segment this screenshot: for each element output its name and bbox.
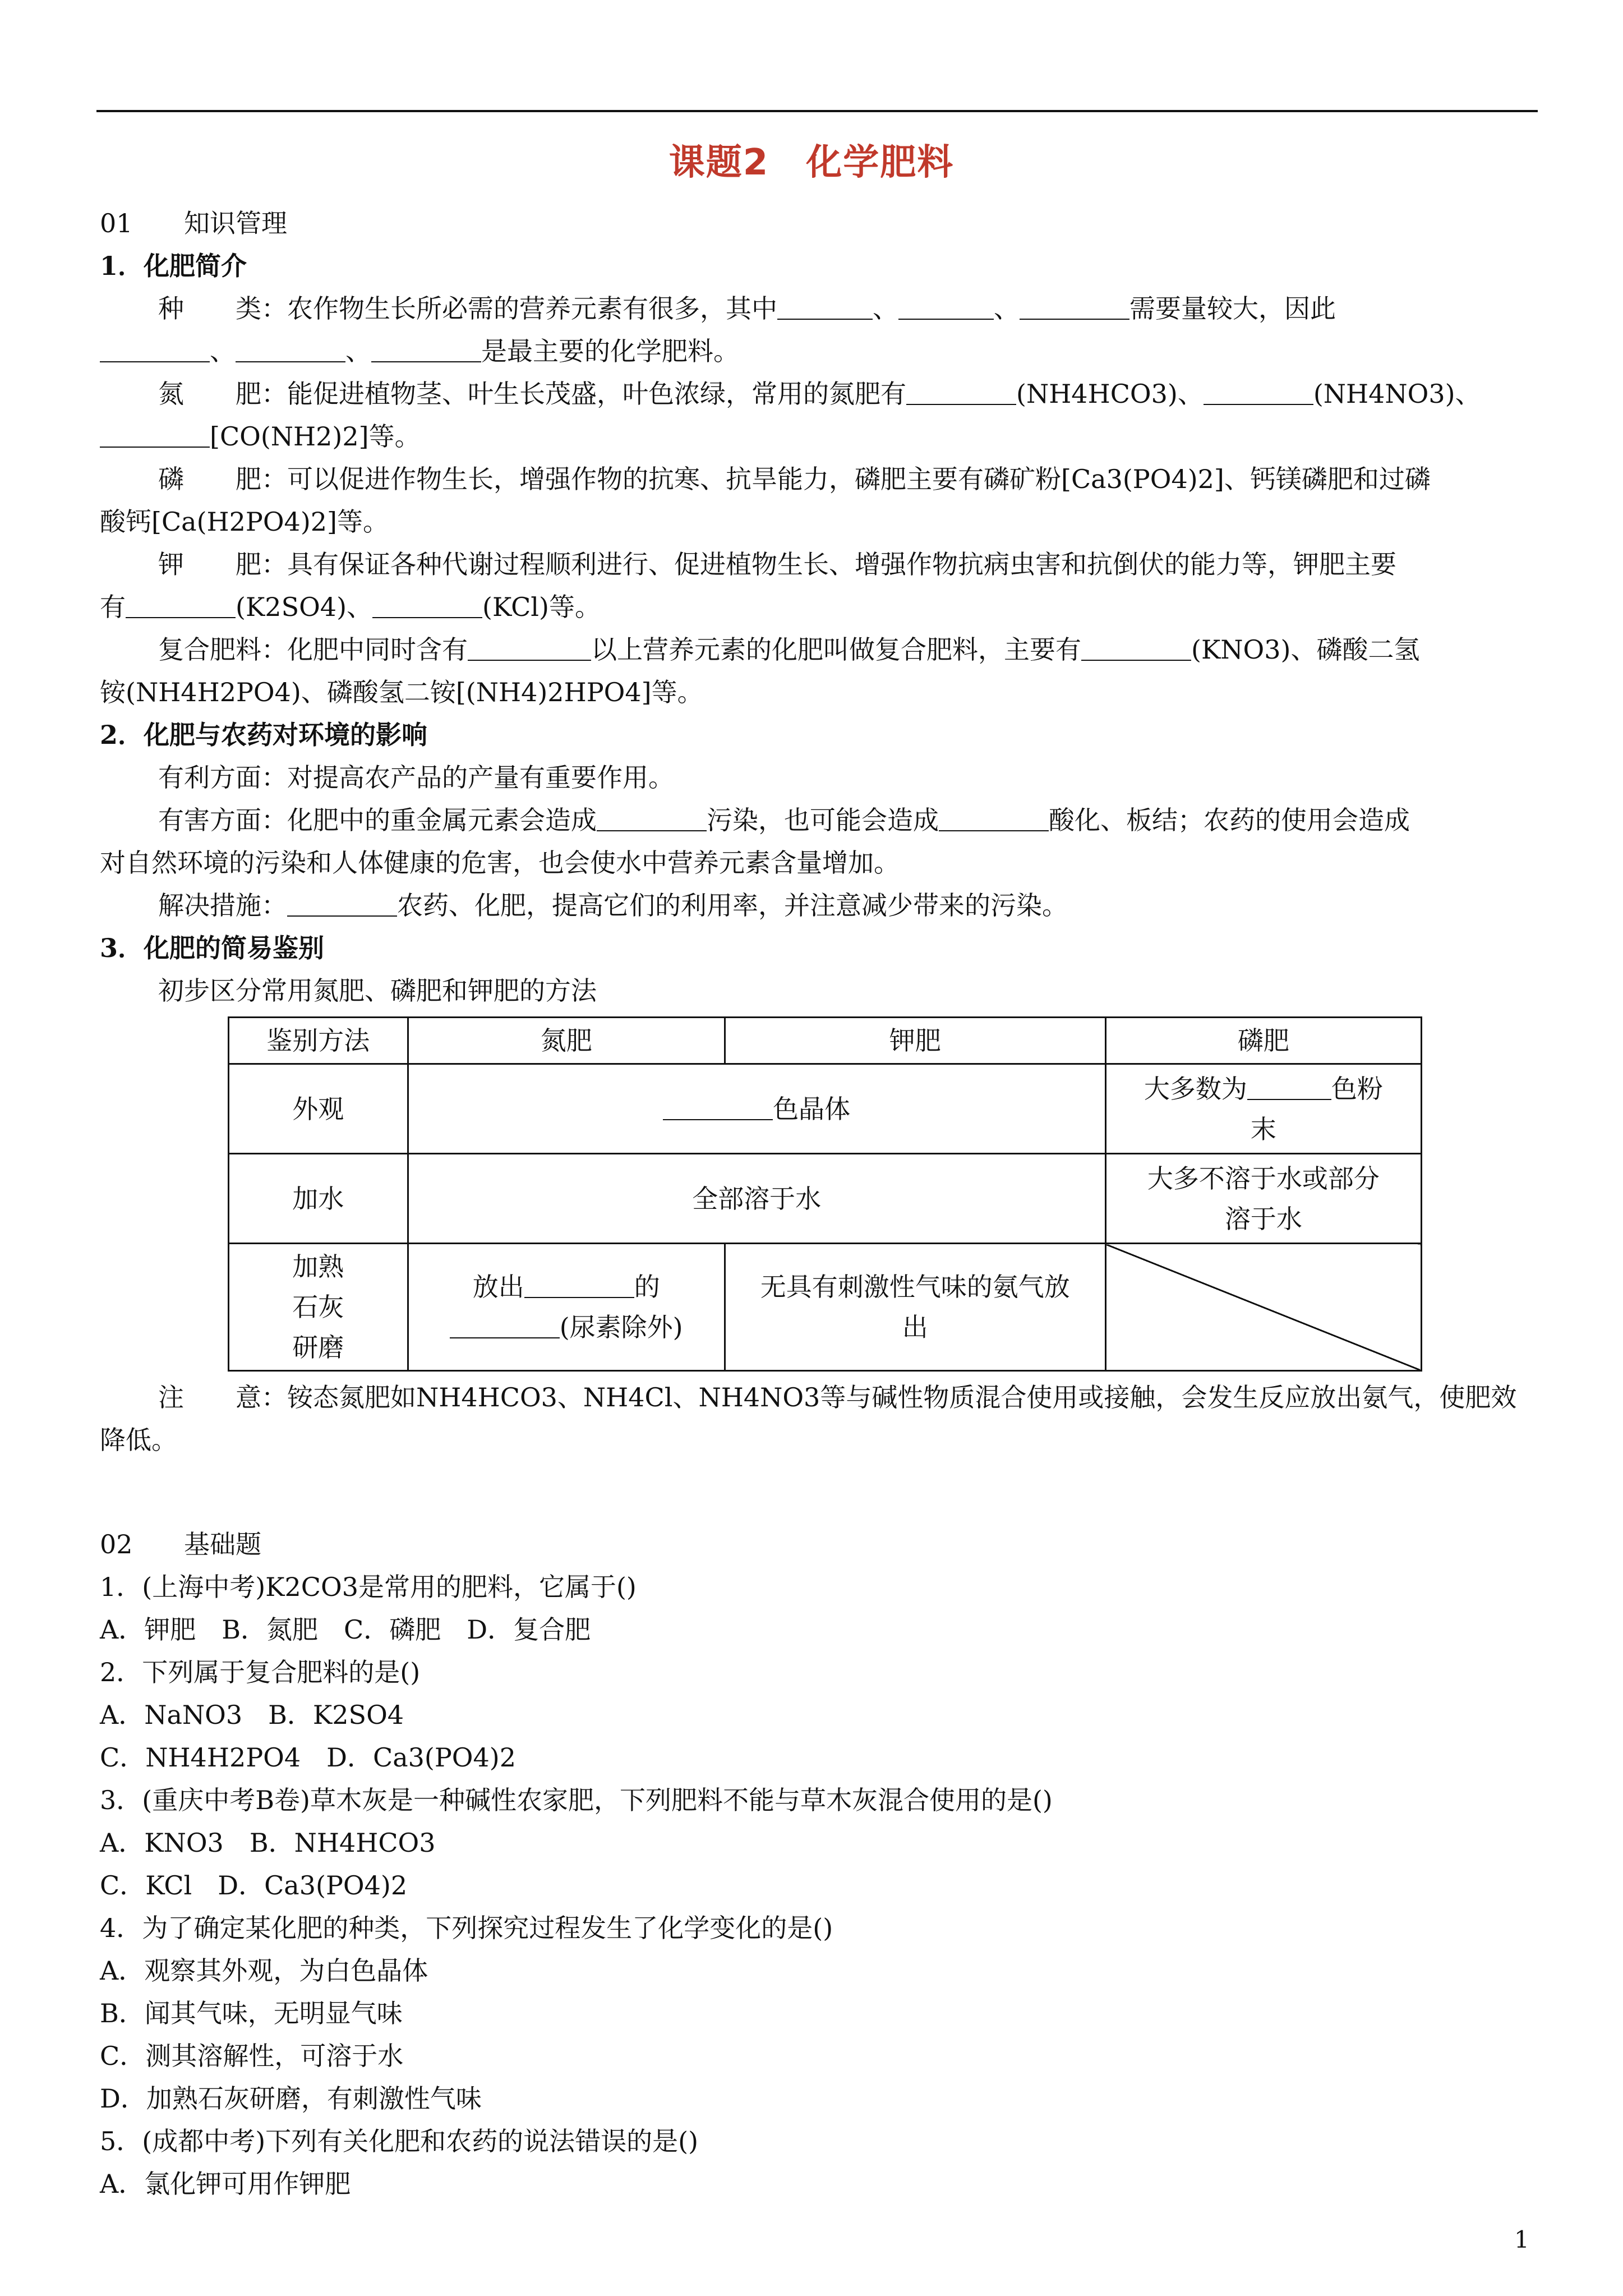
fill-blank[interactable] [1020,294,1129,320]
section-heading-basic [100,1523,1539,1566]
fill-blank[interactable] [372,592,482,618]
page-title: 课题2 化学肥料 [668,142,955,183]
para-measure: 解决措施： 农药、化肥，提高它们的利用率，并注意减少带来的污染。 [158,890,1068,921]
document-body [100,202,1539,2205]
fill-blank[interactable] [1081,635,1191,661]
section-heading-knowledge [100,202,1539,245]
table-cell: 加水 [229,1154,408,1244]
para-compound-cont: 铵(NH4H2PO4)、磷酸氢二铵[(NH4)2HPO4]等。 [100,677,703,707]
fill-blank[interactable] [468,635,591,661]
fill-blank[interactable] [939,806,1049,831]
table-row [229,1154,1422,1244]
question-2-options-cd[interactable]: C．NH4H2PO4 D．Ca3(PO4)2 [100,1742,516,1773]
subheading-environment: 2．化肥与农药对环境的影响 [100,720,428,750]
question-5-option-a[interactable]: A．氯化钾可用作钾肥 [100,2169,351,2199]
table-cell: 大多不溶于水或部分 溶于水 [1105,1154,1421,1244]
fill-blank[interactable] [1204,379,1313,405]
question-4-stem: 4．为了确定某化肥的种类，下列探究过程发生了化学变化的是() [100,1913,833,1943]
table-header-cell: 磷肥 [1105,1018,1421,1064]
para-note-cont: 降低。 [100,1425,177,1455]
fill-blank[interactable] [1247,1074,1331,1100]
question-2-options-ab[interactable]: A．NaNO3 B．K2SO4 [100,1700,404,1730]
question-3-stem: 3．(重庆中考B卷)草木灰是一种碱性农家肥，下列肥料不能与草木灰混合使用的是() [100,1785,1053,1815]
question-1-stem: 1．(上海中考)K2CO3是常用的肥料，它属于() [100,1572,637,1602]
para-phosphorus-cont: 酸钙[Ca(H2PO4)2]等。 [100,507,389,537]
section-number: 01 [100,208,133,238]
table-header-cell: 鉴别方法 [229,1018,408,1064]
question-4-option-b[interactable]: B．闻其气味，无明显气味 [100,1998,403,2028]
para-potassium-cont: 有 (K2SO4)、 (KCl)等。 [100,592,601,622]
fill-blank[interactable] [597,806,707,831]
table-row [229,1064,1422,1154]
question-4-option-d[interactable]: D．加熟石灰研磨，有刺激性气味 [100,2083,482,2114]
table-cell: 外观 [229,1064,408,1154]
fill-blank[interactable] [450,1313,560,1338]
para-kinds: 种 类：农作物生长所必需的营养元素有很多，其中 、 、 需要量较大，因此 [158,293,1336,324]
fill-blank[interactable] [126,592,236,618]
question-3-options-ab[interactable]: A．KNO3 B．NH4HCO3 [100,1828,436,1858]
para-benefit: 有利方面：对提高农产品的产量有重要作用。 [158,762,674,793]
table-header-cell: 钾肥 [725,1018,1105,1064]
para-potassium: 钾 肥：具有保证各种代谢过程顺利进行、促进植物生长、增强作物抗病虫害和抗倒伏的能力等，钾肥主要 [158,549,1396,579]
table-cell: 放出 的 (尿素除外) [408,1244,725,1371]
fill-blank[interactable] [663,1094,773,1120]
para-harm-cont: 对自然环境的污染和人体健康的危害，也会使水中营养元素含量增加。 [100,848,900,878]
top-rule [96,110,1538,112]
section-number: 02 [100,1529,133,1559]
para-phosphorus: 磷 肥：可以促进作物生长，增强作物的抗寒、抗旱能力，磷肥主要有磷矿粉[Ca3(PO4)2]、钙镁磷肥和过磷 [158,464,1431,494]
identification-table [228,1016,1422,1372]
fill-blank[interactable] [371,337,481,362]
fill-blank[interactable] [898,294,994,320]
table-cell-diagonal [1105,1244,1421,1371]
para-harm: 有害方面：化肥中的重金属元素会造成 污染，也可能会造成 酸化、板结；农药的使用会造成 [158,805,1410,835]
table-cell: 全部溶于水 [408,1154,1105,1244]
table-cell: 大多数为 色粉 末 [1105,1064,1421,1154]
table-intro: 初步区分常用氮肥、磷肥和钾肥的方法 [158,976,597,1006]
section-name: 知识管理 [184,208,287,238]
question-4-option-a[interactable]: A．观察其外观，为白色晶体 [100,1955,428,1986]
para-nitrogen-cont: [CO(NH2)2]等。 [100,415,1539,458]
para-note: 注 意：铵态氮肥如NH4HCO3、NH4Cl、NH4NO3等与碱性物质混合使用或接触，会发生反应放出氨气，使肥效 [158,1382,1517,1412]
fill-blank[interactable] [236,337,345,362]
subheading-identification: 3．化肥的简易鉴别 [100,933,325,963]
fill-blank[interactable] [906,379,1016,405]
table-cell: 加熟 石灰 研磨 [229,1244,408,1371]
question-5-stem: 5．(成都中考)下列有关化肥和农药的说法错误的是() [100,2126,699,2156]
fill-blank[interactable] [777,294,873,320]
para-nitrogen: 氮 肥：能促进植物茎、叶生长茂盛，叶色浓绿，常用的氮肥有 (NH4HCO3)、 (NH4NO3)、 [158,379,1481,409]
table-cell: 无具有刺激性气味的氨气放 出 [725,1244,1105,1371]
question-2-stem: 2．下列属于复合肥料的是() [100,1657,421,1687]
subheading-fertilizer-intro: 1．化肥简介 [100,251,247,281]
page-number: 1 [1514,2226,1529,2253]
para-compound: 复合肥料：化肥中同时含有 以上营养元素的化肥叫做复合肥料，主要有 (KNO3)、磷酸二氢 [158,634,1420,665]
question-1-options[interactable]: A．钾肥 B．氮肥 C．磷肥 D．复合肥 [100,1614,591,1645]
fill-blank[interactable] [100,422,210,448]
table-row [229,1244,1422,1371]
table-cell: 色晶体 [408,1064,1105,1154]
question-4-option-c[interactable]: C．测其溶解性，可溶于水 [100,2041,404,2071]
para-kinds-cont: 、 、 是最主要的化学肥料。 [100,330,1539,372]
fill-blank[interactable] [524,1272,634,1298]
section-name: 基础题 [184,1529,261,1559]
fill-blank[interactable] [100,337,210,362]
question-3-options-cd[interactable]: C．KCl D．Ca3(PO4)2 [100,1870,408,1901]
fill-blank[interactable] [287,891,397,917]
table-header-row [229,1018,1422,1064]
table-header-cell: 氮肥 [408,1018,725,1064]
